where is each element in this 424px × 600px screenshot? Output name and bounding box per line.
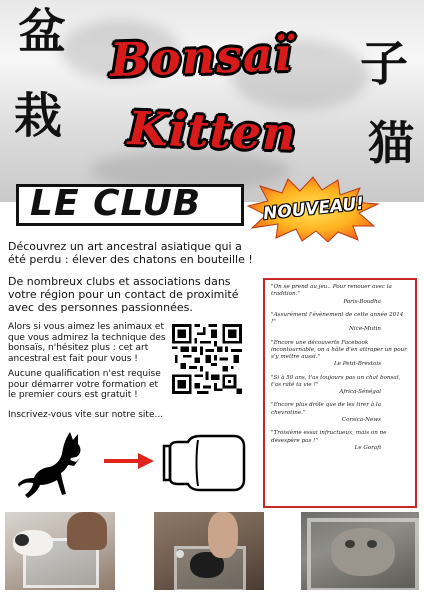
photo-hand [208,512,238,558]
cat-silhouette-icon [18,428,92,502]
testimonial-text: "Assurément l'évènement de cette année 2014 !" [271,311,404,326]
jar-icon [160,432,246,494]
photo-kitten-2 [154,512,264,590]
right-arrow-icon [104,452,154,470]
testimonial-text: "On se prend au jeu.. Pour renouer avec la tradition." [271,284,392,298]
qualification-paragraph: Aucune qualification n'est requise pour démarrer votre formation et le premier cours est gratuit ! [8,369,161,401]
testimonial-source: Corsica-News [341,416,381,423]
testimonials-box [263,278,417,508]
testimonial-item [271,375,409,397]
club-title: LE CLUB [30,183,202,224]
title-kitten: Kitten [127,101,298,161]
kanji-bon: 盆 [18,4,67,60]
intro-paragraph: Découvrez un art ancestral asiatique qui a été perdu : élever des chatons en bouteille ! [8,240,253,266]
kanji-ko: 子 [360,36,409,92]
photo-kitten [331,528,395,576]
testimonial-source: Le Petit-Brestois [333,361,381,368]
banner [0,0,424,202]
testimonial-item [271,430,409,452]
photo-kitten-3 [301,512,419,590]
testimonial-source: Le Gorafi [354,444,381,451]
kanji-sai: 栽 [14,88,63,144]
animals-paragraph: Alors si vous aimez les animaux et que vous admirez la technique des bonsaïs, n'hésitez plus : cet art ancestral est fait pour vous ! [8,322,166,364]
testimonial-text: "Encore plus drôle que de les tirer à la chevrotine." [271,402,382,416]
qr-code-icon[interactable] [172,324,242,394]
testimonial-text: "Encore une découverte Facebook incontournable, on a hâte d'en attraper un pour s'y mettre aussi." [271,339,407,361]
testimonial-item [271,312,409,334]
clubs-paragraph: De nombreux clubs et associations dans votre région pour un contact de proximité avec des personnes passionnées. [8,275,239,314]
testimonial-source: Nice-Mutin [349,326,381,333]
photo-kitten-eye [345,540,355,548]
photo-kitten-patch [15,534,29,546]
testimonial-item [271,402,409,424]
testimonial-source: Paris-Boudha [343,298,381,305]
testimonial-item [271,284,409,306]
photo-kitten-eye [367,540,377,548]
photo-watch [176,550,184,558]
signup-paragraph: Inscrivez-vous vite sur notre site... [8,410,164,420]
testimonial-item [271,340,409,369]
kanji-neko: 猫 [368,116,414,170]
title-bonsai: Bonsaï [109,26,294,88]
testimonial-text: "Si à 50 ans, t'as toujours pas un chat bonsaï, t'as raté ta vie !" [271,374,401,388]
photo-hand [67,512,107,550]
nouveau-badge: NOUVEAU! [262,193,365,225]
testimonial-source: Africa-Sénégal [339,389,381,396]
testimonial-text: "Troisième essai infructueux, mais on ne désespère pas !" [271,430,387,444]
photo-kitten-1 [5,512,115,590]
